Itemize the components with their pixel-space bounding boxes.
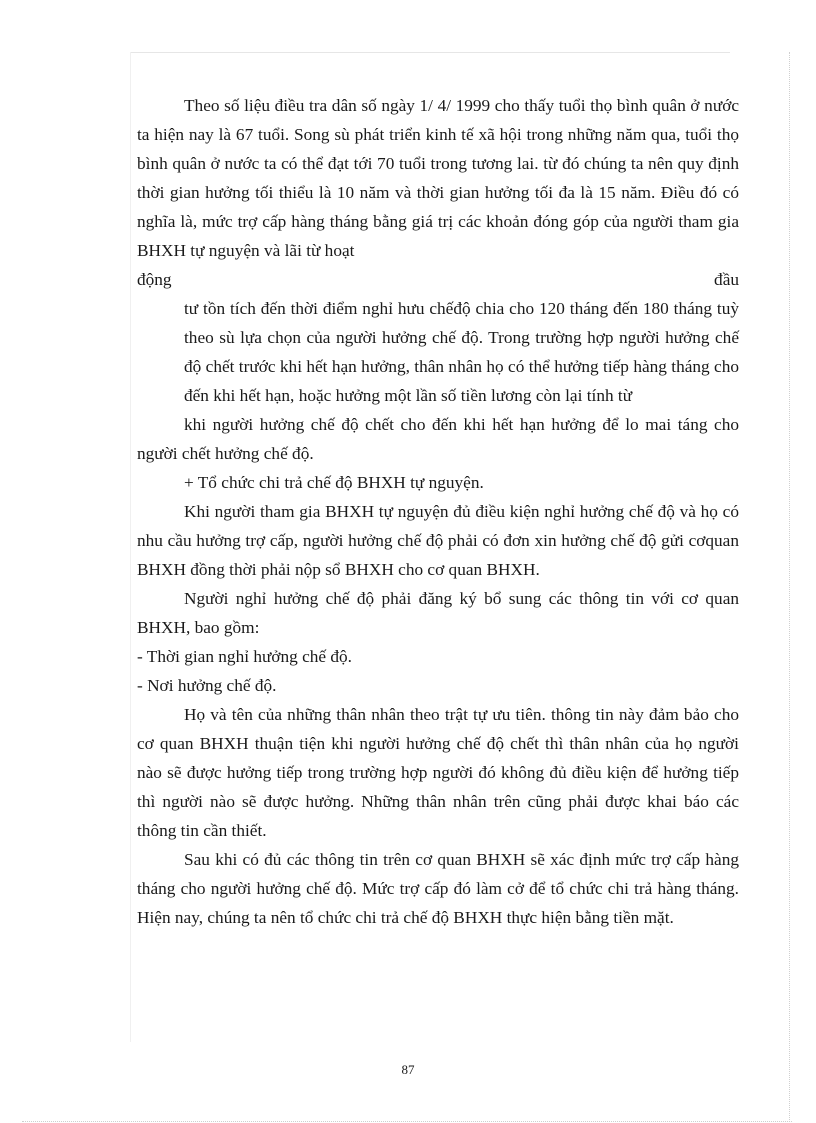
justified-line — [137, 265, 739, 294]
line-end-word: đầu — [714, 270, 739, 289]
paragraph-benefit-amount: Sau khi có đủ các thông tin trên cơ quan BHXH sẽ xác định mức trợ cấp hàng tháng cho người hưởng chế độ. Mức trợ cấp đó làm cở để tổ chức chi trả hàng tháng. Hiện nay, chúng ta nên tổ chức chi trả chế độ BHXH thực hiện bằng tiền mặt. — [137, 850, 739, 927]
paragraph-payment-period: tư tồn tích đến thời điểm nghỉ hưu chếđộ chia cho 120 tháng đến 180 tháng tuỳ theo sù lựa chọn của người hưởng chế độ. Trong trường hợp người hưởng chế độ chết trước khi hết hạn hưởng, thân nhân họ có thể hưởng tiếp hàng tháng cho đến khi hết hạn, hoặc hưởng một lần số tiền lương còn lại tính từ — [184, 299, 739, 405]
list-item-retirement-time: - Thời gian nghỉ hưởng chế độ. — [137, 647, 352, 666]
paragraph-life-expectancy: Theo số liệu điều tra dân số ngày 1/ 4/ 1999 cho thấy tuổi thọ bình quân ở nước ta hiện nay là 67 tuổi. Song sù phát triển kinh tế xã hội trong những năm qua, tuổi thọ bình quân ở nước ta có thể đạt tới 70 tuổi trong tương lai. từ đó chúng ta nên quy định thời gian hưởng tối thiểu là 10 năm và thời gian hưởng tối đa là 15 năm. Điều đó có nghĩa là, mức trợ cấp hàng tháng bằng giá trị các khoản đóng góp của người tham gia BHXH tự nguyện và lãi từ hoạt — [137, 96, 739, 260]
document-body — [137, 91, 739, 932]
paragraph-application: Khi người tham gia BHXH tự nguyện đủ điều kiện nghỉ hưởng chế độ và họ có nhu cầu hưởng trợ cấp, người hưởng chế độ phải có đơn xin hưởng chế độ gửi cơquan BHXH đồng thời phải nộp sổ BHXH cho cơ quan BHXH. — [137, 502, 739, 579]
page-frame-left — [130, 52, 131, 1042]
paragraph-registration: Người nghỉ hưởng chế độ phải đăng ký bổ sung các thông tin với cơ quan BHXH, bao gồm: — [137, 589, 739, 637]
paragraph-relatives: Họ và tên của những thân nhân theo trật tự ưu tiên. thông tin này đảm bảo cho cơ quan BHXH thuận tiện khi người hưởng chế độ chết thì thân nhân của họ người nào sẽ được hưởng tiếp trong trường hợp người đó không đủ điều kiện để hưởng tiếp thì người nào sẽ được hưởng. Những thân nhân trên cũng phải được khai báo các thông tin cần thiết. — [137, 705, 739, 840]
line-start-word: động — [137, 270, 172, 289]
section-heading-payment-organization: + Tổ chức chi trả chế độ BHXH tự nguyện. — [184, 473, 484, 492]
page-frame-bottom — [22, 1121, 792, 1122]
page-frame-right — [789, 52, 790, 1122]
page-frame-top — [130, 52, 730, 53]
page-number: 87 — [401, 1062, 415, 1077]
list-item-benefit-place: - Nơi hưởng chế độ. — [137, 676, 277, 695]
paragraph-funeral: khi người hưởng chế độ chết cho đến khi hết hạn hưởng để lo mai táng cho người chết hưởng chế độ. — [137, 415, 739, 463]
